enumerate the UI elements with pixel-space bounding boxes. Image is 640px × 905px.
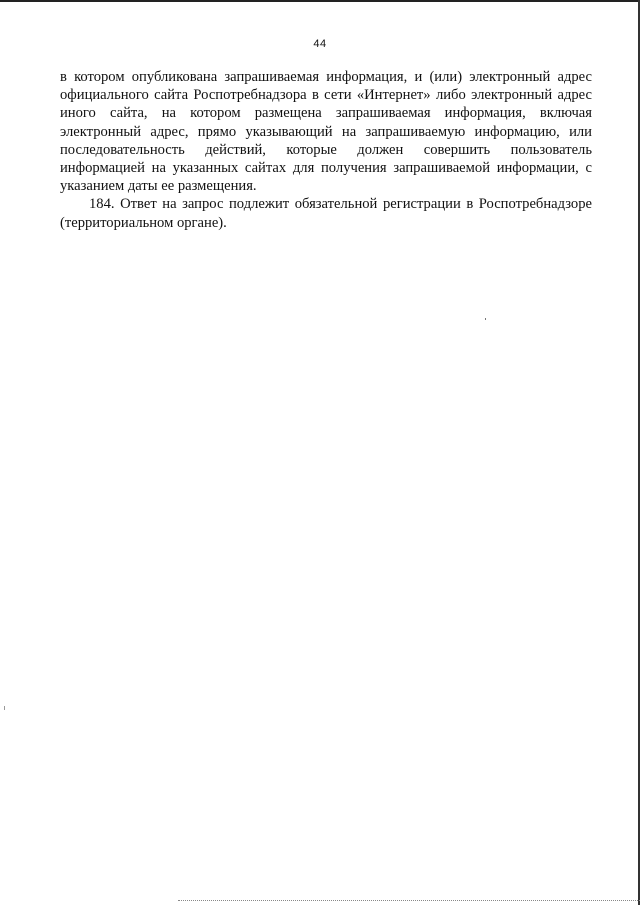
page-number: 44 xyxy=(313,38,327,50)
scan-border-top xyxy=(0,0,640,2)
scan-speck xyxy=(485,318,486,320)
scan-speck xyxy=(4,706,5,710)
paragraph-continuation: в котором опубликована запрашиваемая информация, и (или) электронный адрес официального сайта Роспотребнадзора в сети «Интернет» либо электронный адрес иного сайта, на котором размещена запрашиваемая информация, включая электронный адрес, прямо указывающий на запрашиваемую информацию, или последовательность действий, которые должен совершить пользователь информацией на указанных сайтах для получения запрашиваемой информации, с указанием даты ее размещения. xyxy=(60,69,592,195)
scan-border-bottom xyxy=(178,900,640,902)
document-body xyxy=(60,68,592,232)
paragraph-184: 184. Ответ на запрос подлежит обязательной регистрации в Роспотребнадзоре (территориальном органе). xyxy=(60,196,592,231)
